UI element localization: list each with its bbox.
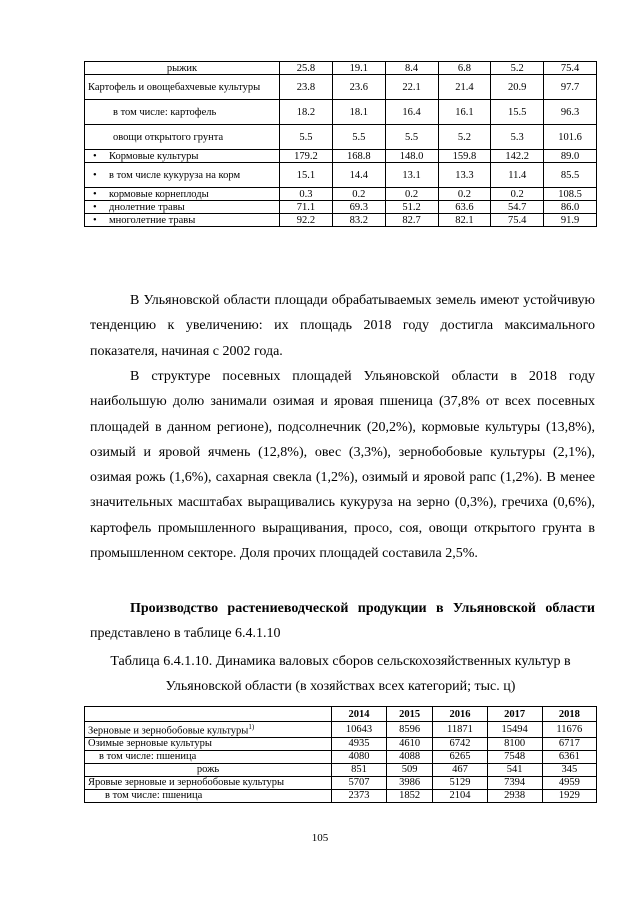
bullet-icon: •: [93, 201, 97, 213]
row-label-cell: [85, 163, 280, 188]
value-cell: 0.2: [385, 188, 438, 201]
value-cell: 21.4: [438, 75, 491, 100]
value-cell: 108.5: [544, 188, 597, 201]
row-label: овощи открытого грунта: [113, 131, 224, 143]
value-cell: 101.6: [544, 125, 597, 150]
value-cell: 85.5: [544, 163, 597, 188]
value-cell: 11676: [542, 722, 596, 738]
value-cell: 89.0: [544, 150, 597, 163]
value-cell: 1852: [386, 789, 432, 802]
table-row: [85, 214, 597, 227]
row-label: в том числе: пшеница: [99, 751, 197, 762]
bullet-icon: •: [93, 169, 97, 181]
table-row: [85, 125, 597, 150]
paragraph-land-trend: В Ульяновской области площади обрабатываемых земель имеют устойчивую тенденцию к увеличению: их площадь 2018 году достигла максимального показателя, начиная с 2002 года.: [90, 293, 595, 359]
value-cell: 18.1: [332, 100, 385, 125]
value-cell: 0.2: [438, 188, 491, 201]
value-cell: 4080: [332, 750, 387, 763]
paragraph-production-intro: [90, 596, 595, 647]
row-label-cell: [85, 763, 332, 776]
value-cell: 148.0: [385, 150, 438, 163]
value-cell: 14.4: [332, 163, 385, 188]
value-cell: 6717: [542, 737, 596, 750]
value-cell: 18.2: [280, 100, 333, 125]
value-cell: 86.0: [544, 201, 597, 214]
value-cell: 0.3: [280, 188, 333, 201]
value-cell: 16.4: [385, 100, 438, 125]
row-label-cell: [85, 62, 280, 75]
value-cell: 5707: [332, 776, 387, 789]
value-cell: 7548: [487, 750, 542, 763]
bullet-icon: •: [93, 214, 97, 226]
row-label-cell: [85, 100, 280, 125]
row-label-cell: [85, 214, 280, 227]
row-label-cell: [85, 722, 332, 738]
value-cell: 6742: [433, 737, 487, 750]
value-cell: 6265: [433, 750, 487, 763]
table-row: [85, 722, 597, 738]
value-cell: 75.4: [491, 214, 544, 227]
value-cell: 5.5: [280, 125, 333, 150]
value-cell: 159.8: [438, 150, 491, 163]
row-label-cell: [85, 789, 332, 802]
value-cell: 142.2: [491, 150, 544, 163]
row-label-cell: [85, 150, 280, 163]
value-cell: 15494: [487, 722, 542, 738]
paragraph-crop-structure: В структуре посевных площадей Ульяновской области в 2018 году наибольшую долю занимали озимая и яровая пшеница (37,8% от всех посевных площадей в данном регионе), подсолнечник (20,2%), кормовые культуры (13,8%), озимый и яровой ячмень (12,8%), овес (3,3%), зернобобовые культуры (2,1%), озимая рожь (1,6%), сахарная свекла (1,2%), озимый и яровой рапс (1,2%). В менее значительных масштабах выращивались кукуруза на зерно (0,3%), гречиха (0,6%), картофель промышленного выращивания, просо, соя, овощи открытого грунта в промышленном секторе. Доля прочих площадей составила 2,5%.: [90, 369, 595, 562]
year-header: 2016: [433, 707, 487, 722]
value-cell: 13.1: [385, 163, 438, 188]
table-row: [85, 737, 597, 750]
value-cell: 5.5: [385, 125, 438, 150]
value-cell: 83.2: [332, 214, 385, 227]
row-label: в том числе: картофель: [113, 106, 217, 118]
row-label: Яровые зерновые и зернобобовые культуры: [88, 777, 285, 788]
value-cell: 4610: [386, 737, 432, 750]
table-caption-line2: Ульяновской области (в хозяйствах всех категорий; тыс. ц): [165, 679, 516, 694]
table-row: [85, 150, 597, 163]
value-cell: 5.2: [438, 125, 491, 150]
table-row: [85, 776, 597, 789]
value-cell: 25.8: [280, 62, 333, 75]
bullet-icon: •: [93, 150, 97, 162]
table-row: [85, 75, 597, 100]
table-row: [85, 100, 597, 125]
value-cell: 82.1: [438, 214, 491, 227]
value-cell: 345: [542, 763, 596, 776]
value-cell: 10643: [332, 722, 387, 738]
value-cell: 23.6: [332, 75, 385, 100]
value-cell: 63.6: [438, 201, 491, 214]
row-label: в том числе кукуруза на корм: [109, 169, 241, 181]
table-row: [85, 763, 597, 776]
value-cell: 4088: [386, 750, 432, 763]
value-cell: 0.2: [332, 188, 385, 201]
year-header: 2014: [332, 707, 387, 722]
value-cell: 23.8: [280, 75, 333, 100]
value-cell: 54.7: [491, 201, 544, 214]
value-cell: 5.3: [491, 125, 544, 150]
page-number: 105: [311, 832, 329, 844]
value-cell: 20.9: [491, 75, 544, 100]
value-cell: 5129: [433, 776, 487, 789]
value-cell: 75.4: [544, 62, 597, 75]
value-cell: 6361: [542, 750, 596, 763]
value-cell: 179.2: [280, 150, 333, 163]
table-row: [85, 163, 597, 188]
footnote-marker: 1): [248, 723, 255, 731]
row-label-cell: [85, 776, 332, 789]
value-cell: 5.5: [332, 125, 385, 150]
value-cell: 69.3: [332, 201, 385, 214]
value-cell: 4959: [542, 776, 596, 789]
row-label-cell: [85, 188, 280, 201]
value-cell: 2938: [487, 789, 542, 802]
value-cell: 22.1: [385, 75, 438, 100]
value-cell: 4935: [332, 737, 387, 750]
value-cell: 97.7: [544, 75, 597, 100]
row-label-cell: [85, 737, 332, 750]
value-cell: 2104: [433, 789, 487, 802]
value-cell: 13.3: [438, 163, 491, 188]
value-cell: 8100: [487, 737, 542, 750]
row-label-cell: [85, 75, 280, 100]
table-row: [85, 750, 597, 763]
value-cell: 6.8: [438, 62, 491, 75]
value-cell: 851: [332, 763, 387, 776]
value-cell: 82.7: [385, 214, 438, 227]
row-label: рыжик: [166, 62, 198, 74]
value-cell: 5.2: [491, 62, 544, 75]
row-label: Зерновые и зернобобовые культуры: [88, 725, 249, 737]
row-label-cell: [85, 750, 332, 763]
value-cell: 71.1: [280, 201, 333, 214]
year-header: 2017: [487, 707, 542, 722]
value-cell: 11.4: [491, 163, 544, 188]
header-empty-cell: [85, 707, 332, 722]
row-label: многолетние травы: [109, 214, 196, 226]
year-header: 2015: [386, 707, 432, 722]
table-row: [85, 201, 597, 214]
value-cell: 467: [433, 763, 487, 776]
row-label: Кормовые культуры: [109, 150, 199, 162]
value-cell: 8.4: [385, 62, 438, 75]
row-label-cell: [85, 201, 280, 214]
value-cell: 7394: [487, 776, 542, 789]
value-cell: 11871: [433, 722, 487, 738]
value-cell: 168.8: [332, 150, 385, 163]
value-cell: 96.3: [544, 100, 597, 125]
value-cell: 16.1: [438, 100, 491, 125]
table-caption-line1: Таблица 6.4.1.10. Динамика валовых сборов сельскохозяйственных культур в: [110, 654, 571, 669]
value-cell: 15.1: [280, 163, 333, 188]
value-cell: 509: [386, 763, 432, 776]
value-cell: 91.9: [544, 214, 597, 227]
row-label: в том числе: пшеница: [105, 790, 203, 801]
table-row: [85, 188, 597, 201]
value-cell: 92.2: [280, 214, 333, 227]
table-row: [85, 789, 597, 802]
gross-harvest-table: [84, 706, 597, 803]
row-label-cell: [85, 125, 280, 150]
value-cell: 0.2: [491, 188, 544, 201]
row-label: днолетние травы: [109, 201, 185, 213]
crop-area-table-continued: [84, 61, 597, 227]
table-row: [85, 62, 597, 75]
value-cell: 51.2: [385, 201, 438, 214]
value-cell: 2373: [332, 789, 387, 802]
value-cell: 541: [487, 763, 542, 776]
production-heading: Производство растениеводческой продукции в Ульяновской области: [130, 601, 595, 616]
year-header: 2018: [542, 707, 596, 722]
value-cell: 3986: [386, 776, 432, 789]
value-cell: 1929: [542, 789, 596, 802]
row-label: Картофель и овощебахчевые культуры: [88, 81, 261, 93]
row-label: кормовые корнеплоды: [109, 188, 209, 200]
value-cell: 15.5: [491, 100, 544, 125]
row-label: рожь: [196, 764, 220, 775]
bullet-icon: •: [93, 188, 97, 200]
value-cell: 19.1: [332, 62, 385, 75]
value-cell: 8596: [386, 722, 432, 738]
row-label: Озимые зерновые культуры: [88, 738, 212, 749]
production-heading-rest: представлено в таблице 6.4.1.10: [90, 626, 281, 642]
